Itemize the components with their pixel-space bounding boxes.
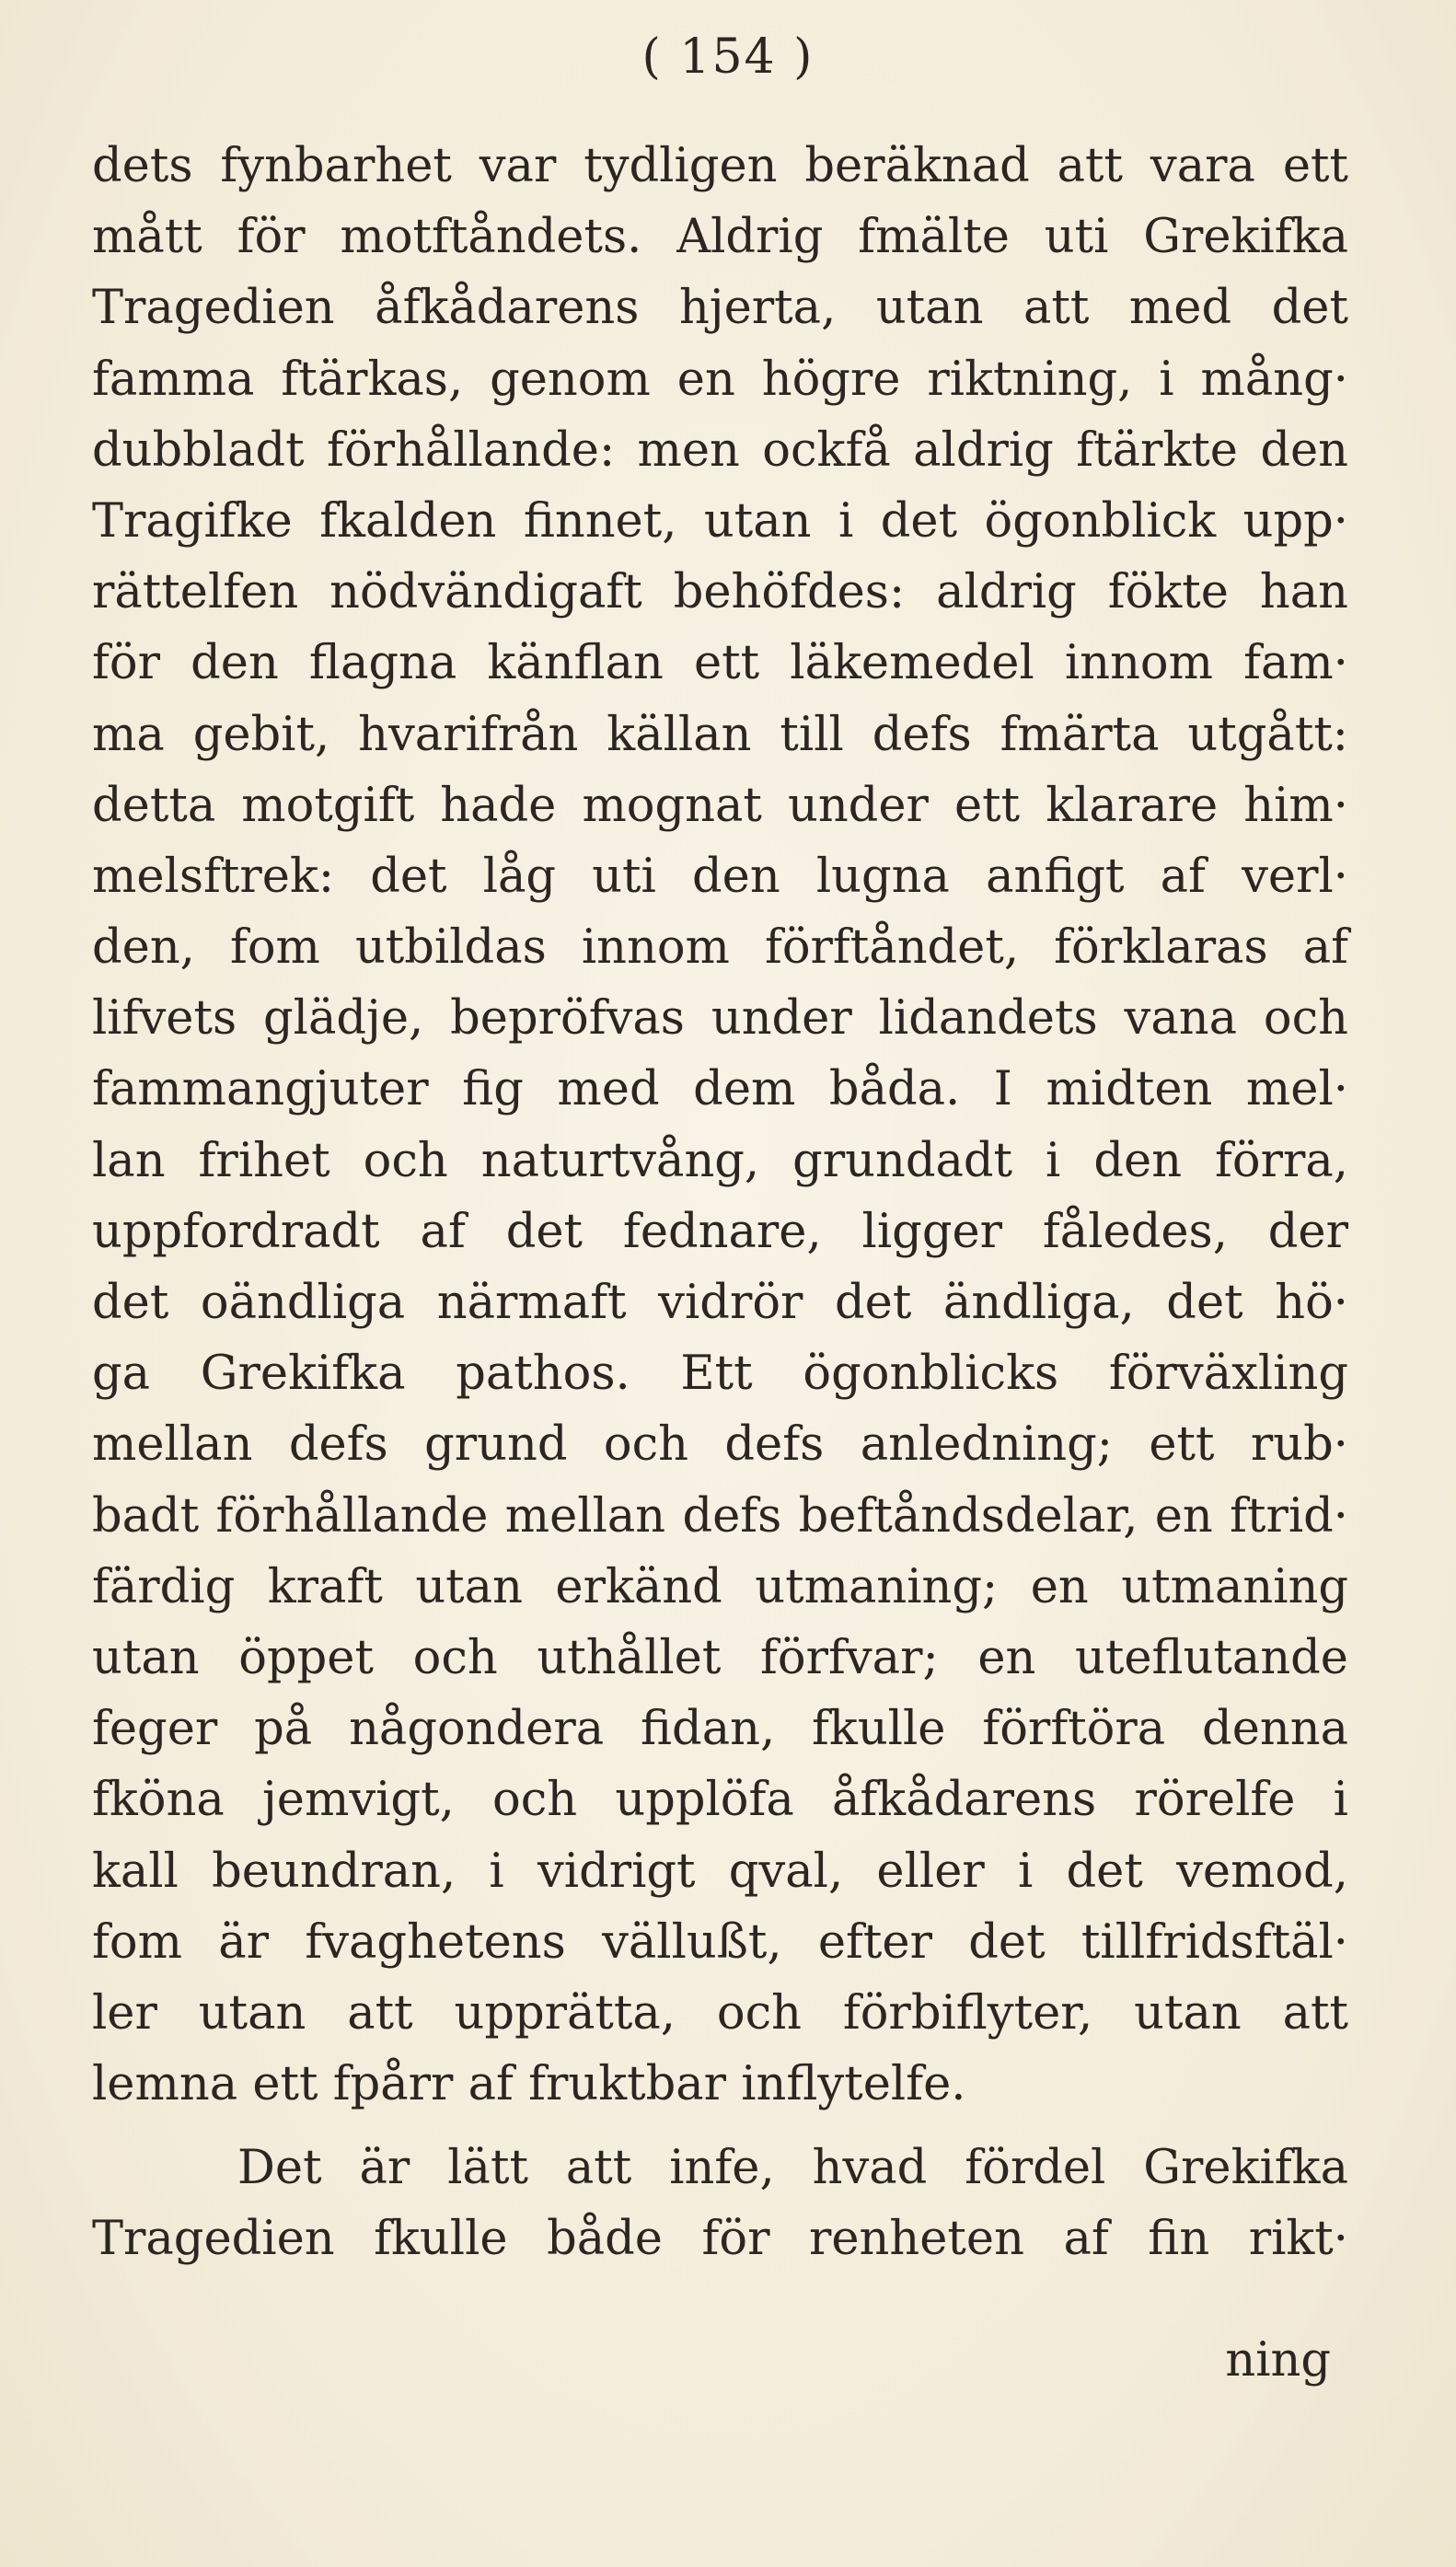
text-line: utan öppet och uthållet förfvar; en uteflutande xyxy=(92,1630,1348,1685)
text-line: mellan defs grund och defs anledning; ett rub· xyxy=(92,1417,1348,1473)
text-line: Tragedien åfkådarens hjerta, utan att med det xyxy=(92,281,1348,336)
text-line: Det är lätt att infe, hvad fördel Grekifka xyxy=(237,2141,1348,2196)
text-line: ma gebit, hvarifrån källan till defs fmärta utgått: xyxy=(92,707,1348,762)
text-line: den, fom utbildas innom förftåndet, förklaras af xyxy=(92,920,1348,976)
text-line: rättelfen nödvändigaft behöfdes: aldrig fökte han xyxy=(92,565,1348,620)
body-text xyxy=(92,131,1348,2275)
text-line: famma ftärkas, genom en högre riktning, i mång· xyxy=(92,352,1348,407)
text-line: dets fynbarhet var tydligen beräknad att vara ett xyxy=(92,139,1348,193)
text-line: färdig kraft utan erkänd utmaning; en utmaning xyxy=(92,1559,1348,1614)
text-line: fköna jemvigt, och upplöfa åfkådarens rörelfe i xyxy=(92,1773,1348,1828)
text-line: detta motgift hade mognat under ett klarare him· xyxy=(92,778,1348,833)
paragraph-gap xyxy=(92,2120,1348,2133)
text-line: det oändliga närmaft vidrör det ändliga, det hö· xyxy=(92,1276,1348,1330)
text-line: feger på någondera fidan, fkulle förftöra denna xyxy=(92,1702,1348,1757)
paragraph-1 xyxy=(92,131,1348,2120)
text-line: lifvets glädje, bepröfvas under lidandets vana och xyxy=(92,991,1348,1046)
text-line: lemna ett fpårr af fruktbar inflytelfe. xyxy=(92,2057,966,2112)
text-line: ler utan att upprätta, och förbiflyter, utan att xyxy=(92,1985,1348,2041)
paragraph-2 xyxy=(92,2133,1348,2274)
text-line: dubbladt förhållande: men ockfå aldrig ftärkte den xyxy=(92,422,1348,478)
text-line: Tragedien fkulle både för renheten af fin rikt· xyxy=(92,2212,1348,2267)
text-line: lan frihet och naturtvång, grundadt i den förra, xyxy=(92,1133,1348,1188)
text-line: mått för motftåndets. Aldrig fmälte uti Grekifka xyxy=(92,210,1348,265)
text-line: för den flagna känflan ett läkemedel innom fam· xyxy=(92,636,1348,691)
text-line: uppfordradt af det fednare, ligger fåledes, der xyxy=(92,1204,1348,1259)
text-line: ga Grekifka pathos. Ett ögonblicks förväxling xyxy=(92,1347,1348,1402)
catchword: ning xyxy=(1225,2333,1331,2388)
text-line: badt förhållande mellan defs beftåndsdelar, en ftrid· xyxy=(92,1488,1348,1544)
text-line: kall beundran, i vidrigt qval, eller i det vemod, xyxy=(92,1844,1348,1899)
text-line: melsftrek: det låg uti den lugna anfigt af verl· xyxy=(92,849,1348,904)
text-line: fom är fvaghetens vällußt, efter det tillfridsftäl· xyxy=(92,1914,1348,1970)
text-line: Tragifke fkalden finnet, utan i det ögonblick upp· xyxy=(92,493,1348,549)
page-number: ( 154 ) xyxy=(641,29,815,85)
text-line: fammangjuter fig med dem båda. I midten mel· xyxy=(92,1062,1348,1117)
